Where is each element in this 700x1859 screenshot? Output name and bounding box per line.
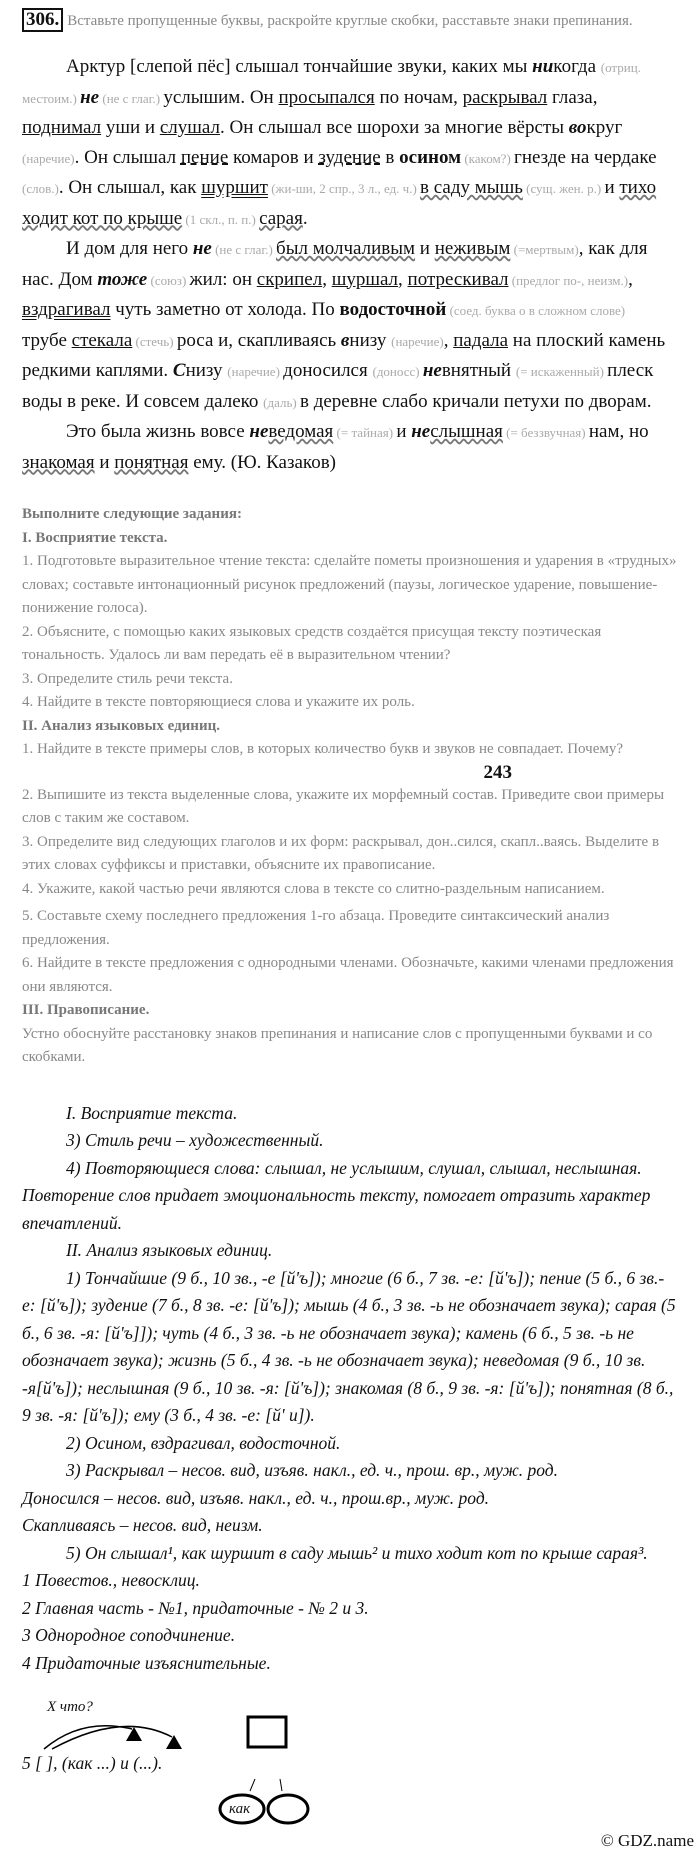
grammar-hint: (наречие) xyxy=(391,333,444,349)
grammar-hint: (даль) xyxy=(263,394,300,410)
grammar-hint: (сущ. жен. р.) xyxy=(522,181,605,196)
task-item: 5. Составьте схему последнего предложения 1-го абзаца. Проведите синтаксический анализ предложения. xyxy=(22,908,610,948)
task-list xyxy=(22,503,682,1070)
passage-text: плеск воды в реке. И совсем далеко xyxy=(22,360,654,412)
exercise-instruction: Вставьте пропущенные буквы, раскройте круглые скобки, расставьте знаки препинания. xyxy=(67,13,633,29)
marked-word: падала xyxy=(453,329,509,351)
scheme-oval-label: как xyxy=(229,1801,251,1817)
scheme-link xyxy=(280,1779,282,1791)
answer-line: 4 Придаточные изъяснительные. xyxy=(22,1652,271,1673)
passage-text: услышим. Он xyxy=(163,86,279,108)
passage-text: , xyxy=(443,329,454,351)
main-clause-box xyxy=(248,1717,286,1747)
marked-word: не xyxy=(80,86,100,108)
grammar-hint: (= тайная) xyxy=(333,425,397,440)
grammar-hint: (жи-ши, 2 спр., 3 л., ед. ч.) xyxy=(267,181,421,196)
passage-text: . Он слышал xyxy=(74,146,181,168)
marked-word: потрескивал xyxy=(407,268,509,290)
passage-text: , xyxy=(628,268,633,290)
passage-text: роса и, скапливаясь xyxy=(176,329,341,351)
marked-word: шуршит xyxy=(201,177,268,198)
passage-text: жил: он xyxy=(189,268,257,290)
passage-text: на плоский камень редкими каплями. xyxy=(22,329,666,381)
section-heading: II. Анализ языковых единиц. xyxy=(22,717,220,734)
answer-line: 2) Осином, вздрагивал, водосточной. xyxy=(66,1432,341,1453)
passage-text: , xyxy=(398,268,408,290)
passage-text: Арктур [слепой пёс] слышал тончайшие звуки, каких мы xyxy=(66,56,533,77)
grammar-hint: (доносс) xyxy=(372,364,423,379)
marked-word: ведомая xyxy=(268,421,334,442)
tasks-heading: Выполните следующие задания: xyxy=(22,506,242,522)
marked-word: понятная xyxy=(114,451,189,473)
subordinate-clause-oval xyxy=(268,1795,308,1823)
answer-line: Доносился – несов. вид, изъяв. накл., ед. ч., прош.вр., муж. род. xyxy=(22,1487,490,1508)
task-item: 4. Найдите в тексте повторяющиеся слова и укажите их роль. xyxy=(22,694,415,710)
grammar-hint: (предлог по-, неизм.) xyxy=(508,272,629,288)
passage-text: внятный xyxy=(441,360,516,381)
predicate-triangle-icon xyxy=(126,1727,142,1741)
passage-text: по ночам, xyxy=(374,86,463,108)
answer-line: II. Анализ языковых единиц. xyxy=(66,1240,273,1260)
task-item: Устно обоснуйте расстановку знаков препинания и написание слов с пропущенными буквами и со скобками. xyxy=(22,1025,653,1065)
task-item: 4. Укажите, какой частью речи являются слова в тексте со слитно-раздельным написанием. xyxy=(22,880,605,897)
grammar-hint: (каком?) xyxy=(461,150,515,166)
marked-word: в саду мышь xyxy=(420,177,523,198)
marked-word: тоже xyxy=(97,268,148,290)
predicate-triangle-icon xyxy=(166,1735,182,1749)
marked-word: в xyxy=(340,329,350,351)
marked-word: не xyxy=(192,238,212,259)
answer-line: I. Восприятие текста. xyxy=(66,1102,238,1123)
grammar-hint: (= беззвучная) xyxy=(502,425,589,440)
passage-text: ему. (Ю. Казаков) xyxy=(188,451,336,473)
answer-block xyxy=(22,1100,682,1678)
task-item: 2. Выпишите из текста выделенные слова, укажите их морфемный состав. Приведите свои примеры слов с таким же составом. xyxy=(22,786,665,826)
exercise-passage xyxy=(22,52,672,477)
task-item: 1. Подготовьте выразительное чтение текста: сделайте пометы произношения и ударения в «трудных» словах; составьте интонационный рисунок предложений (паузы, логическое ударение, повышение-понижение голоса). xyxy=(22,553,677,616)
grammar-hint: (не с глаг.) xyxy=(211,242,277,257)
marked-word: скрипел xyxy=(256,268,323,290)
grammar-hint: (=мертвым) xyxy=(510,242,579,257)
grammar-hint: (не с глаг.) xyxy=(99,90,164,106)
task-item: 6. Найдите в тексте предложения с однородными членами. Обозначьте, какими членами предложения они являются. xyxy=(22,955,674,995)
passage-text: , xyxy=(322,268,332,290)
answer-line: 5) Он слышал¹, как шуршит в саду мышь² и тихо ходит кот по крыше сарая³. xyxy=(66,1542,648,1563)
grammar-hint: (отриц. местоим.) xyxy=(22,60,641,106)
passage-text: чуть заметно от холода. По xyxy=(110,299,340,320)
marked-word: слышная xyxy=(430,421,503,442)
passage-text: комаров и xyxy=(228,146,319,168)
watermark: © GDZ.name xyxy=(600,1831,694,1850)
marked-word: ни xyxy=(532,56,554,77)
passage-text: . xyxy=(302,207,308,229)
passage-text: круг xyxy=(586,117,623,138)
passage-text: Это была жизнь вовсе xyxy=(66,421,250,442)
answer-line: Скапливаясь – несов. вид, неизм. xyxy=(22,1515,263,1535)
marked-word: знакомая xyxy=(22,451,95,473)
passage-text: и xyxy=(396,421,412,442)
marked-word: не xyxy=(249,421,269,442)
passage-text: . Он слышал, как xyxy=(58,177,202,198)
answer-line: 4) Повторяющиеся слова: слышал, не услышим, слушал, слышал, неслышная. Повторение слов придает эмоциональность тексту, помогает отразить характер впечатлений. xyxy=(22,1157,651,1233)
marked-word: не xyxy=(422,360,442,381)
passage-text: в xyxy=(380,146,400,168)
task-item: 2. Объясните, с помощью каких языковых средств создаётся присущая тексту поэтическая тональность. Удалось ли вам передать её в выразительном чтении? xyxy=(22,623,602,663)
passage-text: доносился xyxy=(283,360,373,381)
passage-text: нам, но xyxy=(588,421,649,442)
marked-word: неживым xyxy=(434,238,511,259)
scheme-line: 5 [ ], (как ...) и (...). xyxy=(22,1753,163,1773)
marked-word: вздрагивал xyxy=(22,299,111,320)
task-item: 3. Определите вид следующих глаголов и их форм: раскрывал, дон..сился, скапл..ваясь. Выделите в этих словах суффиксы и приставки, объясните их правописание. xyxy=(22,833,660,873)
grammar-hint: (слов.) xyxy=(22,181,59,196)
grammar-hint: (соед. буква о в сложном слове) xyxy=(446,303,626,318)
passage-text: и xyxy=(604,177,620,198)
passage-text: гнезде на чердаке xyxy=(514,146,657,168)
passage-text: низу xyxy=(185,360,228,381)
section-heading: I. Восприятие текста. xyxy=(22,529,168,546)
section-heading: III. Правописание. xyxy=(22,1002,150,1018)
passage-paragraph-1 xyxy=(22,52,672,234)
answer-line: 1) Тончайшие (9 б., 10 зв., -е [й'ъ]); многие (6 б., 7 зв. -е: [й'ъ]); пение (5 б., 6 зв.- е: [й'ъ]); зудение (7 б., 8 зв. -е: [й'ъ]); мышь (4 б., 3 зв. -ь не обозначает звука); сарая (5 б., 6 зв. -я: [й'ъ]]); чуть (4 б., 3 зв. -ь не обозначает звука); камень (6 б., 5 зв. -ь не обозначает звука); жизнь (5 б., 4 зв. -ь не обозначает звука); неведомая (9 б., 10 зв. -я[й'ъ]); неслышная (9 б., 10 зв. -я: [й'ъ]); знакомая (8 б., 9 зв. -я: [й'ъ]); понятная (8 б., 9 зв. -я: [й'ъ]); ему (3 б., 4 зв. -е: [й' u]). xyxy=(22,1267,676,1425)
grammar-hint: (1 скл., п. п.) xyxy=(182,211,260,227)
exercise-header xyxy=(22,8,672,32)
marked-word: осином xyxy=(399,146,462,168)
passage-text: уши и xyxy=(101,117,160,138)
marked-word: просыпался xyxy=(278,86,375,108)
grammar-hint: (наречие) xyxy=(22,150,75,166)
passage-text: . Он слышал все шорохи за многие вёрсты xyxy=(219,117,569,138)
marked-word: не xyxy=(411,421,431,442)
passage-text: трубе xyxy=(22,329,72,351)
passage-text: и xyxy=(94,451,115,473)
page-number: 243 xyxy=(483,761,512,783)
answer-line: 1 Повестов., невосклиц. xyxy=(22,1570,200,1590)
sentence-scheme xyxy=(22,1699,682,1819)
answer-line: 3) Раскрывал – несов. вид, изъяв. накл., ед. ч., прош. вр., муж. род. xyxy=(66,1460,558,1480)
answer-line: 3) Стиль речи – художественный. xyxy=(66,1130,324,1150)
passage-text: в деревне слабо кричали петухи по дворам. xyxy=(299,390,652,412)
passage-paragraph-3 xyxy=(22,417,672,477)
marked-word: во xyxy=(568,117,587,138)
scheme-link xyxy=(250,1779,255,1791)
marked-word: зудение xyxy=(318,146,381,168)
marked-word: стекала xyxy=(71,329,133,351)
marked-word: водосточной xyxy=(339,299,447,320)
scheme-arrow-2 xyxy=(52,1726,172,1749)
marked-word: был молчаливым xyxy=(276,238,416,259)
passage-text: И дом для него xyxy=(66,238,193,259)
grammar-hint: (стечь) xyxy=(132,333,177,349)
grammar-hint: (союз) xyxy=(147,272,190,288)
scheme-question: X что? xyxy=(47,1699,93,1715)
task-item: 3. Определите стиль речи текста. xyxy=(22,670,233,687)
marked-word: слушал xyxy=(159,117,220,138)
marked-word: поднимал xyxy=(22,117,102,138)
answer-line: 3 Однородное соподчинение. xyxy=(22,1625,236,1645)
marked-word: шуршал xyxy=(331,268,399,290)
answer-line: 2 Главная часть - №1, придаточные - № 2 и 3. xyxy=(22,1597,369,1618)
grammar-hint: (= искаженный) xyxy=(515,364,608,379)
marked-word: пение xyxy=(180,146,229,168)
passage-text: глаза, xyxy=(547,86,598,108)
marked-word: тихо ходит кот по крыше xyxy=(22,177,657,229)
grammar-hint: (наречие) xyxy=(227,364,284,379)
passage-text: , как для нас. Дом xyxy=(22,238,648,290)
exercise-number: 306. xyxy=(22,8,63,32)
marked-word: раскрывал xyxy=(462,86,548,108)
passage-text: низу xyxy=(349,329,392,351)
marked-word: С xyxy=(172,360,186,381)
passage-paragraph-2 xyxy=(22,234,672,417)
passage-text: когда xyxy=(553,56,601,77)
marked-word: сарая xyxy=(259,207,303,229)
passage-text: и xyxy=(415,238,435,259)
task-item: 1. Найдите в тексте примеры слов, в которых количество букв и звуков не совпадает. Почему? xyxy=(22,741,624,757)
